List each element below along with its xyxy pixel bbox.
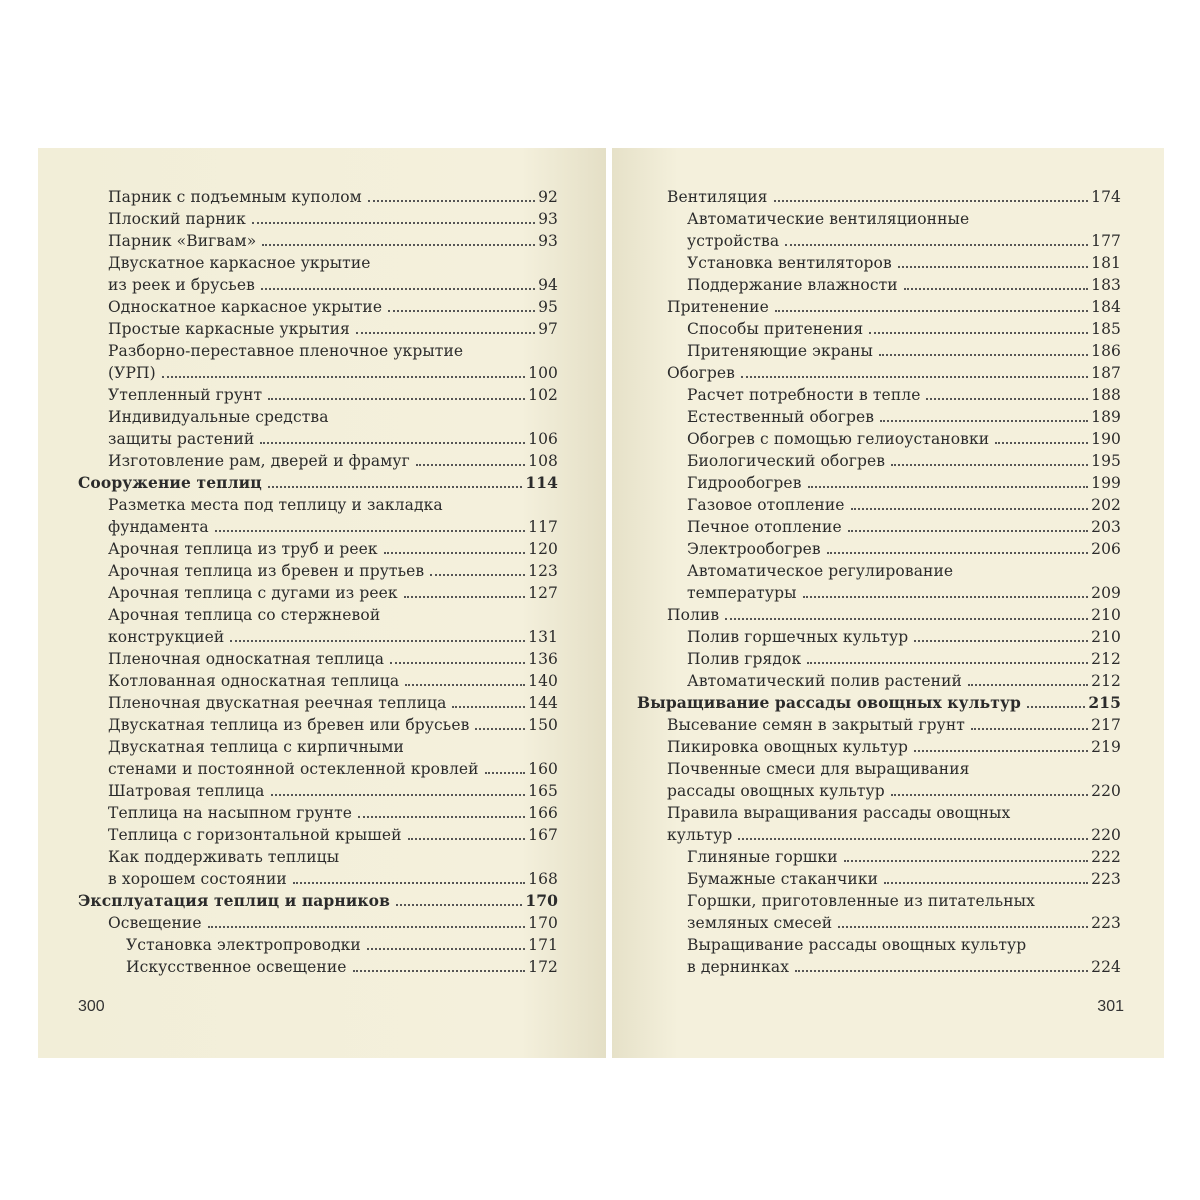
- toc-entry: [637, 230, 1121, 252]
- toc-dot-leader: [252, 222, 535, 224]
- toc-entry-title: Полив грядок: [687, 650, 802, 668]
- toc-entry: [637, 714, 1121, 736]
- toc-entry: [78, 758, 558, 780]
- toc-entry-title: в хорошем состоянии: [108, 870, 287, 888]
- toc-dot-leader: [738, 838, 1088, 840]
- toc-entry: [637, 340, 1121, 362]
- toc-dot-leader: [405, 684, 525, 686]
- toc-entry-page: 114: [525, 473, 558, 492]
- toc-dot-leader: [904, 288, 1088, 290]
- toc-entry-page: 131: [528, 628, 558, 646]
- toc-entry: [78, 406, 558, 428]
- toc-dot-leader: [795, 970, 1088, 972]
- toc-entry-page: 160: [528, 760, 558, 778]
- toc-entry: [637, 494, 1121, 516]
- toc-entry-page: 187: [1091, 364, 1121, 382]
- toc-dot-leader: [914, 640, 1088, 642]
- toc-entry-page: 220: [1091, 782, 1121, 800]
- toc-dot-leader: [848, 530, 1088, 532]
- toc-entry-title: Высевание семян в закрытый грунт: [667, 716, 965, 734]
- toc-dot-leader: [879, 354, 1088, 356]
- toc-dot-leader: [260, 442, 525, 444]
- toc-entry-title: культур: [667, 826, 733, 844]
- toc-entry: [637, 538, 1121, 560]
- toc-dot-leader: [368, 200, 535, 202]
- toc-entry-title: Способы притенения: [687, 320, 864, 338]
- toc-dot-leader: [271, 794, 526, 796]
- toc-entry: [637, 626, 1121, 648]
- toc-entry: [637, 802, 1121, 824]
- toc-entry-page: 123: [528, 562, 558, 580]
- toc-entry: [637, 648, 1121, 670]
- toc-entry-page: 184: [1091, 298, 1121, 316]
- toc-entry: [78, 912, 558, 934]
- toc-entry-page: 209: [1091, 584, 1121, 602]
- toc-entry-title: Биологический обогрев: [687, 452, 886, 470]
- toc-dot-leader: [891, 794, 1088, 796]
- toc-entry-title: Плоский парник: [108, 210, 246, 228]
- toc-entry-title: Двускатная теплица с кирпичными: [108, 738, 404, 756]
- toc-entry: [78, 846, 558, 868]
- toc-dot-leader: [485, 772, 526, 774]
- toc-entry-title: Эксплуатация теплиц и парников: [78, 891, 390, 910]
- toc-entry: [637, 274, 1121, 296]
- toc-entry-title: Арочная теплица со стержневой: [108, 606, 381, 624]
- toc-entry-page: 172: [528, 958, 558, 976]
- toc-entry: [78, 362, 558, 384]
- toc-entry-page: 202: [1091, 496, 1121, 514]
- toc-entry-title: Электрообогрев: [687, 540, 821, 558]
- toc-entry: [78, 538, 558, 560]
- toc-entry: [78, 582, 558, 604]
- toc-entry-page: 150: [528, 716, 558, 734]
- toc-entry-page: 94: [538, 276, 558, 294]
- toc-dot-leader: [926, 398, 1088, 400]
- toc-entry-title: Шатровая теплица: [108, 782, 265, 800]
- page-number-left: 300: [78, 998, 105, 1015]
- toc-entry-title: устройства: [687, 232, 780, 250]
- toc-dot-leader: [293, 882, 525, 884]
- toc-entry-page: 167: [528, 826, 558, 844]
- toc-entry-title: в дернинках: [687, 958, 790, 976]
- toc-entry: [637, 252, 1121, 274]
- toc-entry: [78, 868, 558, 890]
- toc-entry-page: 93: [538, 232, 558, 250]
- toc-entry-title: Обогрев с помощью гелиоустановки: [687, 430, 990, 448]
- toc-entry: [78, 450, 558, 472]
- toc-entry-page: 168: [528, 870, 558, 888]
- toc-dot-leader: [995, 442, 1088, 444]
- toc-entry-title: Односкатное каркасное укрытие: [108, 298, 383, 316]
- toc-entry-title: рассады овощных культур: [667, 782, 885, 800]
- toc-entry-page: 108: [528, 452, 558, 470]
- toc-entry-title: Освещение: [108, 914, 202, 932]
- toc-entry-page: 212: [1091, 672, 1121, 690]
- toc-entry: [78, 670, 558, 692]
- toc-entry-page: 206: [1091, 540, 1121, 558]
- toc-entry-title: Расчет потребности в тепле: [687, 386, 921, 404]
- toc-entry-title: Двускатная теплица из бревен или брусьев: [108, 716, 470, 734]
- toc-entry-title: Естественный обогрев: [687, 408, 875, 426]
- toc-dot-leader: [971, 728, 1088, 730]
- toc-entry-page: 136: [528, 650, 558, 668]
- toc-entry-title: (УРП): [108, 364, 156, 382]
- toc-dot-leader: [404, 596, 525, 598]
- toc-entry-title: Поддержание влажности: [687, 276, 898, 294]
- toc-entry-page: 144: [528, 694, 558, 712]
- toc-entry-title: Глиняные горшки: [687, 848, 838, 866]
- toc-entry-page: 215: [1088, 693, 1121, 712]
- toc-entry-page: 165: [528, 782, 558, 800]
- toc-entry-title: Притенение: [667, 298, 769, 316]
- toc-dot-leader: [261, 288, 535, 290]
- toc-dot-leader: [880, 420, 1088, 422]
- toc-dot-leader: [475, 728, 525, 730]
- toc-entry-title: температуры: [687, 584, 797, 602]
- toc-dot-leader: [785, 244, 1088, 246]
- toc-entry: [637, 956, 1121, 978]
- toc-entry: [637, 692, 1121, 714]
- toc-entry: [78, 626, 558, 648]
- toc-entry: [78, 604, 558, 626]
- toc-entry-title: Котлованная односкатная теплица: [108, 672, 400, 690]
- toc-entry: [78, 230, 558, 252]
- toc-entry-title: Правила выращивания рассады овощных: [667, 804, 1011, 822]
- toc-entry: [78, 186, 558, 208]
- toc-entry-title: Автоматические вентиляционные: [687, 210, 970, 228]
- toc-dot-leader: [898, 266, 1088, 268]
- toc-dot-leader: [408, 838, 526, 840]
- toc-dot-leader: [162, 376, 525, 378]
- toc-dot-leader: [268, 398, 525, 400]
- toc-dot-leader: [803, 596, 1089, 598]
- toc-entry: [637, 560, 1121, 582]
- toc-entry-title: Арочная теплица из труб и реек: [108, 540, 378, 558]
- toc-entry: [78, 692, 558, 714]
- toc-entry-title: Разборно-переставное пленочное укрытие: [108, 342, 464, 360]
- toc-dot-leader: [416, 464, 525, 466]
- toc-entry: [78, 780, 558, 802]
- toc-dot-leader: [968, 684, 1088, 686]
- toc-dot-leader: [741, 376, 1088, 378]
- toc-entry-title: Утепленный грунт: [108, 386, 263, 404]
- toc-entry: [78, 384, 558, 406]
- toc-dot-leader: [268, 486, 523, 488]
- toc-entry-title: Сооружение теплиц: [78, 473, 262, 492]
- toc-entry-page: 189: [1091, 408, 1121, 426]
- toc-entry: [637, 604, 1121, 626]
- toc-entry: [78, 472, 558, 494]
- toc-entry-title: Печное отопление: [687, 518, 842, 536]
- toc-entry: [637, 780, 1121, 802]
- toc-dot-leader: [884, 882, 1088, 884]
- toc-entry-title: из реек и брусьев: [108, 276, 255, 294]
- toc-entry-page: 171: [528, 936, 558, 954]
- toc-dot-leader: [838, 926, 1088, 928]
- toc-entry-page: 170: [528, 914, 558, 932]
- page-number-right: 301: [1097, 998, 1124, 1015]
- toc-entry-page: 92: [538, 188, 558, 206]
- toc-dot-leader: [358, 816, 525, 818]
- toc-entry-page: 210: [1091, 628, 1121, 646]
- toc-entry-page: 181: [1091, 254, 1121, 272]
- toc-entry: [637, 318, 1121, 340]
- toc-entry-title: фундамента: [108, 518, 209, 536]
- toc-entry: [637, 934, 1121, 956]
- toc-entry-page: 102: [528, 386, 558, 404]
- toc-entry: [637, 472, 1121, 494]
- toc-entry: [637, 868, 1121, 890]
- toc-entry-title: Арочная теплица из бревен и прутьев: [108, 562, 425, 580]
- toc-entry-title: Выращивание рассады овощных культур: [687, 936, 1027, 954]
- toc-entry: [637, 208, 1121, 230]
- toc-dot-leader: [775, 310, 1088, 312]
- toc-entry-title: Искусственное освещение: [126, 958, 347, 976]
- toc-dot-leader: [869, 332, 1088, 334]
- toc-dot-leader: [230, 640, 525, 642]
- toc-dot-leader: [725, 618, 1088, 620]
- toc-entry: [637, 890, 1121, 912]
- toc-entry-title: Двускатное каркасное укрытие: [108, 254, 371, 272]
- toc-dot-leader: [844, 860, 1088, 862]
- right-page: [612, 148, 1164, 1058]
- toc-dot-leader: [808, 486, 1089, 488]
- toc-entry: [78, 956, 558, 978]
- toc-dot-leader: [262, 244, 535, 246]
- toc-entry-page: 195: [1091, 452, 1121, 470]
- toc-entry: [78, 516, 558, 538]
- toc-entry-title: Пленочная односкатная теплица: [108, 650, 385, 668]
- toc-entry-page: 100: [528, 364, 558, 382]
- toc-entry-title: Как поддерживать теплицы: [108, 848, 340, 866]
- toc-dot-leader: [851, 508, 1089, 510]
- toc-entry-title: Арочная теплица с дугами из реек: [108, 584, 398, 602]
- toc-entry-page: 120: [528, 540, 558, 558]
- toc-dot-leader: [891, 464, 1088, 466]
- toc-entry-title: Автоматический полив растений: [687, 672, 962, 690]
- toc-entry-page: 170: [525, 891, 558, 910]
- toc-entry: [78, 714, 558, 736]
- toc-dot-leader: [827, 552, 1088, 554]
- toc-entry-title: Разметка места под теплицу и закладка: [108, 496, 443, 514]
- toc-entry: [637, 670, 1121, 692]
- toc-entry-title: Бумажные стаканчики: [687, 870, 879, 888]
- toc-entry-title: стенами и постоянной остекленной кровлей: [108, 760, 479, 778]
- toc-entry-page: 217: [1091, 716, 1121, 734]
- toc-entry: [78, 736, 558, 758]
- toc-entry-title: Выращивание рассады овощных культур: [637, 693, 1021, 712]
- toc-entry: [78, 296, 558, 318]
- toc-entry-title: Автоматическое регулирование: [687, 562, 954, 580]
- toc-entry-title: Теплица на насыпном грунте: [108, 804, 353, 822]
- toc-entry: [78, 428, 558, 450]
- toc-entry: [78, 252, 558, 274]
- toc-entry: [78, 494, 558, 516]
- toc-entry-title: земляных смесей: [687, 914, 833, 932]
- toc-entry-title: защиты растений: [108, 430, 255, 448]
- toc-entry-page: 177: [1091, 232, 1121, 250]
- toc-dot-leader: [774, 200, 1089, 202]
- toc-dot-leader: [388, 310, 535, 312]
- toc-entry-page: 93: [538, 210, 558, 228]
- toc-dot-leader: [384, 552, 525, 554]
- toc-dot-leader: [356, 332, 535, 334]
- toc-dot-leader: [367, 948, 525, 950]
- toc-entry-title: Полив: [667, 606, 720, 624]
- toc-entry-title: Притеняющие экраны: [687, 342, 873, 360]
- toc-entry-title: Вентиляция: [667, 188, 768, 206]
- toc-entry: [637, 824, 1121, 846]
- toc-entry-page: 222: [1091, 848, 1121, 866]
- toc-entry: [637, 186, 1121, 208]
- toc-entry: [637, 912, 1121, 934]
- toc-entry-title: Установка электропроводки: [126, 936, 361, 954]
- toc-entry-title: Обогрев: [667, 364, 736, 382]
- toc-entry: [78, 934, 558, 956]
- toc-entry-page: 106: [528, 430, 558, 448]
- toc-list-left: [38, 186, 606, 978]
- toc-entry-page: 117: [528, 518, 558, 536]
- toc-entry: [637, 758, 1121, 780]
- toc-entry-title: Парник с подъемным куполом: [108, 188, 362, 206]
- toc-entry-page: 127: [528, 584, 558, 602]
- toc-entry: [637, 406, 1121, 428]
- toc-entry: [78, 340, 558, 362]
- toc-entry: [78, 318, 558, 340]
- toc-entry-title: Горшки, приготовленные из питательных: [687, 892, 1035, 910]
- toc-entry-title: Теплица с горизонтальной крышей: [108, 826, 402, 844]
- toc-entry: [78, 824, 558, 846]
- toc-dot-leader: [215, 530, 525, 532]
- toc-entry-title: Полив горшечных культур: [687, 628, 909, 646]
- toc-entry-page: 95: [538, 298, 558, 316]
- toc-entry: [78, 274, 558, 296]
- toc-entry-page: 223: [1091, 870, 1121, 888]
- toc-entry-title: Установка вентиляторов: [687, 254, 892, 272]
- toc-entry-title: Простые каркасные укрытия: [108, 320, 350, 338]
- toc-entry-title: Пикировка овощных культур: [667, 738, 909, 756]
- toc-dot-leader: [807, 662, 1088, 664]
- toc-dot-leader: [353, 970, 526, 972]
- toc-entry-page: 185: [1091, 320, 1121, 338]
- toc-entry: [78, 208, 558, 230]
- toc-entry-title: Парник «Вигвам»: [108, 232, 257, 250]
- toc-entry-title: Индивидуальные средства: [108, 408, 329, 426]
- toc-entry: [78, 648, 558, 670]
- left-page: [38, 148, 606, 1058]
- toc-entry: [78, 802, 558, 824]
- toc-entry-page: 190: [1091, 430, 1121, 448]
- toc-entry: [637, 362, 1121, 384]
- toc-dot-leader: [208, 926, 526, 928]
- toc-entry-title: Почвенные смеси для выращивания: [667, 760, 970, 778]
- toc-dot-leader: [1027, 706, 1085, 708]
- toc-entry: [637, 846, 1121, 868]
- toc-entry-page: 219: [1091, 738, 1121, 756]
- toc-entry: [637, 450, 1121, 472]
- toc-entry-page: 97: [538, 320, 558, 338]
- toc-entry-page: 140: [528, 672, 558, 690]
- toc-list-right: [612, 186, 1164, 978]
- toc-entry: [637, 516, 1121, 538]
- toc-entry-page: 203: [1091, 518, 1121, 536]
- toc-entry-title: Гидрообогрев: [687, 474, 802, 492]
- toc-dot-leader: [430, 574, 525, 576]
- toc-entry-page: 174: [1091, 188, 1121, 206]
- toc-entry-page: 188: [1091, 386, 1121, 404]
- toc-entry-page: 199: [1091, 474, 1121, 492]
- toc-entry-page: 186: [1091, 342, 1121, 360]
- toc-entry: [637, 296, 1121, 318]
- toc-entry: [78, 890, 558, 912]
- toc-entry-title: конструкцией: [108, 628, 225, 646]
- toc-entry-page: 183: [1091, 276, 1121, 294]
- toc-entry-page: 224: [1091, 958, 1121, 976]
- toc-entry-page: 212: [1091, 650, 1121, 668]
- toc-entry-title: Пленочная двускатная реечная теплица: [108, 694, 447, 712]
- toc-dot-leader: [390, 662, 525, 664]
- toc-entry-page: 210: [1091, 606, 1121, 624]
- toc-entry-page: 166: [528, 804, 558, 822]
- toc-entry: [78, 560, 558, 582]
- toc-entry-title: Газовое отопление: [687, 496, 845, 514]
- toc-entry-title: Изготовление рам, дверей и фрамуг: [108, 452, 410, 470]
- toc-entry-page: 220: [1091, 826, 1121, 844]
- toc-entry: [637, 428, 1121, 450]
- toc-dot-leader: [396, 904, 522, 906]
- toc-entry: [637, 736, 1121, 758]
- toc-dot-leader: [452, 706, 525, 708]
- toc-entry: [637, 384, 1121, 406]
- toc-entry: [637, 582, 1121, 604]
- toc-entry-page: 223: [1091, 914, 1121, 932]
- toc-dot-leader: [914, 750, 1088, 752]
